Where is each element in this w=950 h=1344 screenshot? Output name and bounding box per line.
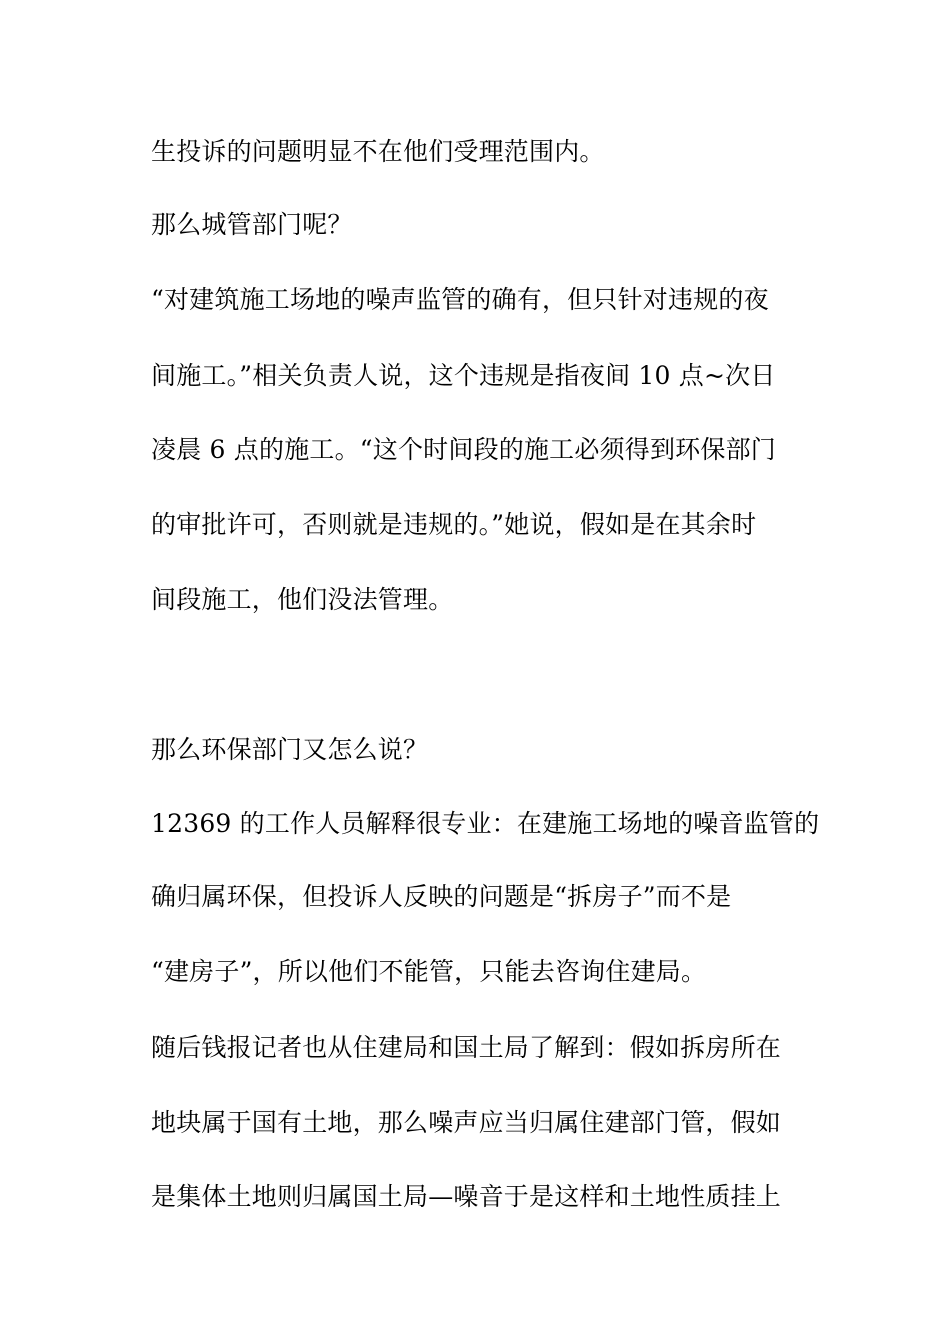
text-line-4: 间施工。”相关负责人说，这个违规是指夜间 10 点~次日 — [151, 361, 776, 390]
text-line-2: 那么城管部门呢？ — [151, 210, 353, 239]
text-line-9: 12369 的工作人员解释很专业：在建施工场地的噪音监管的 — [151, 809, 820, 838]
text-line-7: 间段施工，他们没法管理。 — [151, 585, 454, 614]
text-line-1: 生投诉的问题明显不在他们受理范围内。 — [151, 137, 605, 166]
text-line-8: 那么环保部门又怎么说？ — [151, 735, 429, 764]
text-line-3: “对建筑施工场地的噪声监管的确有，但只针对违规的夜 — [151, 285, 769, 314]
text-line-13: 地块属于国有土地，那么噪声应当归属住建部门管，假如 — [151, 1108, 782, 1137]
text-line-6: 的审批许可，否则就是违规的。”她说，假如是在其余时 — [151, 510, 757, 539]
text-line-5: 凌晨 6 点的施工。“这个时间段的施工必须得到环保部门 — [151, 435, 776, 464]
text-line-10: 确归属环保，但投诉人反映的问题是“拆房子”而不是 — [151, 882, 732, 911]
text-line-11: “建房子”，所以他们不能管，只能去咨询住建局。 — [151, 957, 707, 986]
text-line-12: 随后钱报记者也从住建局和国土局了解到：假如拆房所在 — [151, 1033, 782, 1062]
text-line-14: 是集体土地则归属国土局—噪音于是这样和土地性质挂上 — [151, 1182, 782, 1211]
